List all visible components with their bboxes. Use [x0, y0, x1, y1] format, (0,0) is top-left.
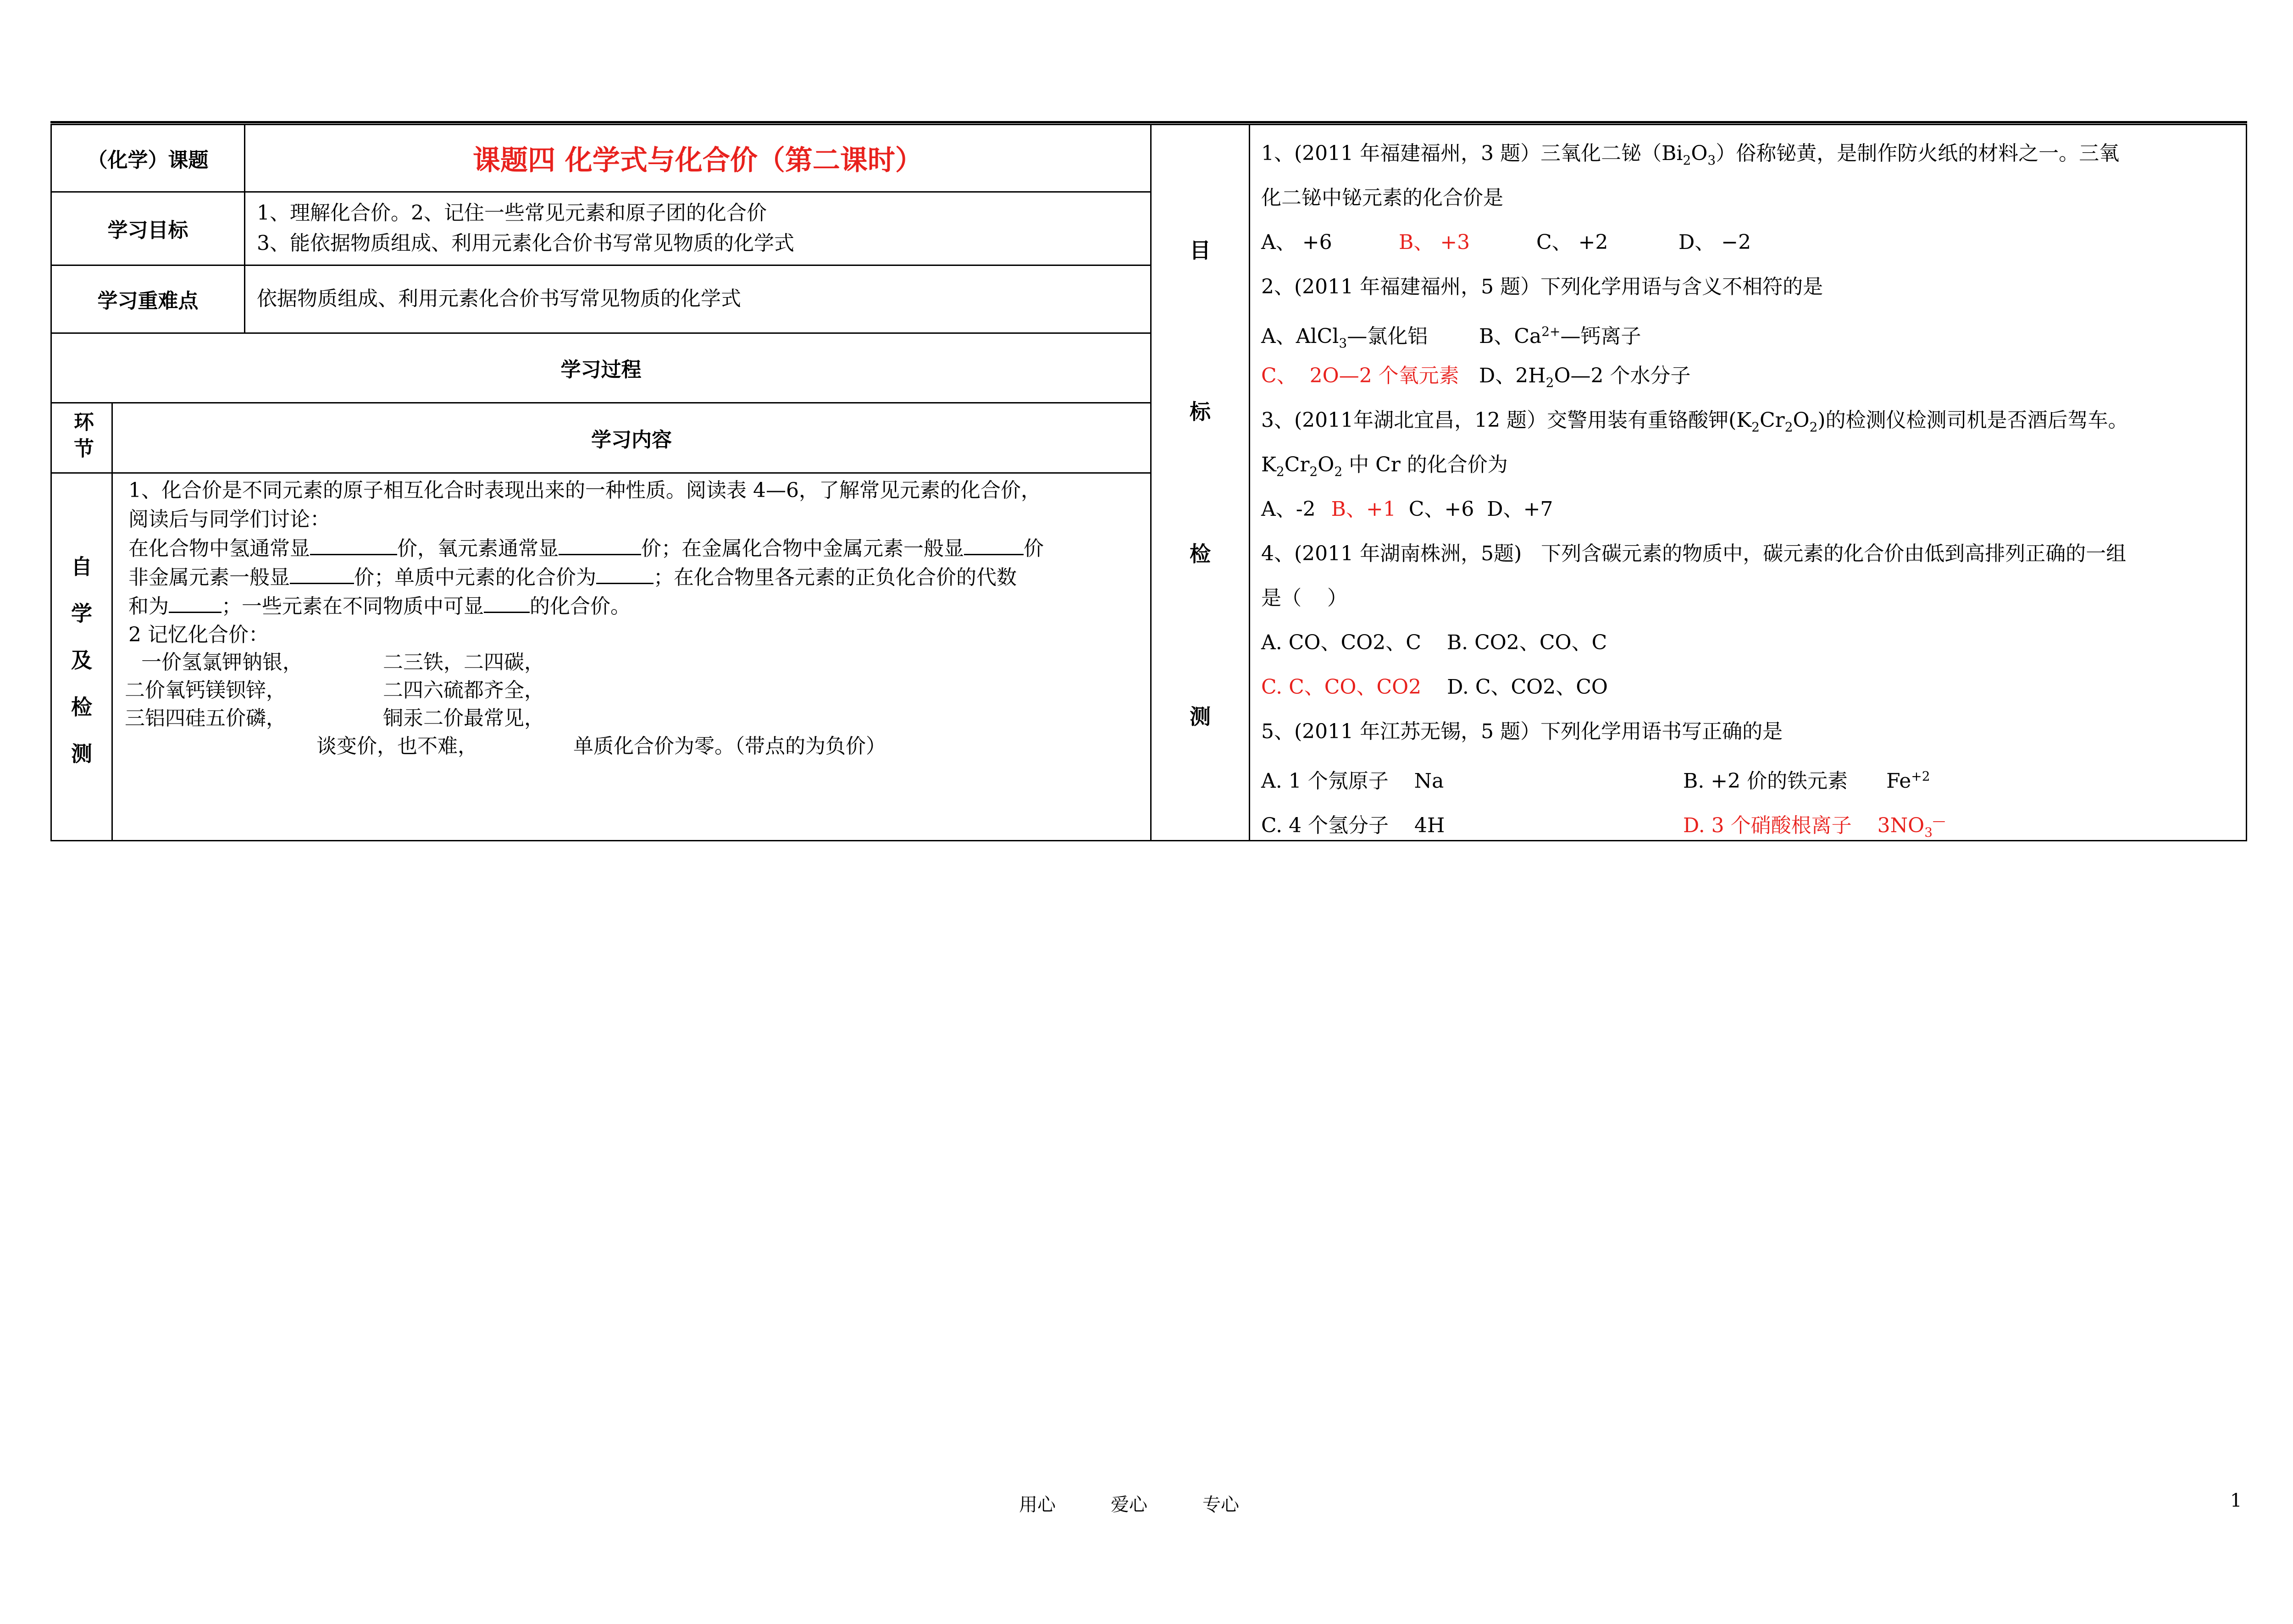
option-text: D、2H [1479, 364, 1546, 387]
fill-line-3 [128, 591, 631, 621]
subscript: 2 [1334, 464, 1343, 479]
fill-text: 在化合物中氢通常显 [128, 537, 310, 560]
side-char: 目 [1190, 238, 1211, 263]
option-text: B. +2 价的铁元素 Fe [1683, 769, 1911, 793]
q3-options [1261, 487, 2238, 531]
side-char: 自 [71, 554, 92, 579]
subscript: 3 [1924, 824, 1933, 840]
option-d[interactable]: D. C、CO2、CO [1421, 675, 1608, 699]
fill-text: 的化合价。 [530, 595, 631, 618]
footer-motto-2: 爱心 [1111, 1494, 1147, 1515]
subscript: 2 [1683, 152, 1691, 168]
q4-options-1[interactable]: A. CO、CO2、C B. CO2、CO、C [1261, 631, 1607, 654]
option-text: D. 3 个硝酸根离子 3NO [1683, 813, 1925, 837]
subscript: 3 [1339, 335, 1347, 351]
question-line: 4、(2011 年湖南株洲，5题) 下列含碳元素的物质中，碳元素的化合价由低到高排列正确的一组 [1261, 542, 2127, 565]
q2-options-2 [1261, 354, 2238, 398]
question-line [1261, 131, 2238, 176]
option-text: O—2 个水分子 [1554, 364, 1691, 387]
answer-blank[interactable] [484, 591, 530, 613]
column-divider [1249, 124, 1250, 841]
option-text: —氯化铝 [1347, 324, 1428, 348]
q3-text: 3、(2011年湖北宜昌，12 题）交警用装有重铬酸钾(K [1261, 409, 1752, 432]
superscript: +2 [1911, 768, 1930, 784]
fill-text: 价；单质中元素的化合价为 [354, 566, 596, 589]
top-rule [50, 121, 2247, 123]
subscript: 2 [1809, 419, 1818, 435]
side-char: 及 [71, 648, 92, 673]
q3-text: )的检测仪检测司机是否酒后驾车。 [1817, 409, 2128, 432]
q5-options-2 [1261, 798, 2238, 843]
goal-label: 学习目标 [107, 219, 188, 242]
rhyme-line: 一价氢氯钾钠银， [128, 651, 303, 674]
option-b-answer[interactable]: B、+1 [1331, 497, 1396, 521]
target-test-side-label [1152, 125, 1249, 840]
goal-line-1: 1、理解化合价。2、记住一些常见元素和原子团的化合价 [257, 201, 767, 225]
fill-text: ；一些元素在不同物质中可显 [222, 595, 484, 618]
fill-line-1 [128, 534, 1044, 563]
q1-text: ）俗称铋黄，是制作防火纸的材料之一。三氧 [1716, 142, 2120, 165]
option-c-answer[interactable]: C. C、CO、CO2 [1261, 675, 1422, 699]
goal-line-2: 3、能依据物质组成、利用元素化合价书写常见物质的化学式 [257, 232, 794, 255]
option-b[interactable] [1479, 325, 1641, 348]
answer-blank[interactable] [596, 563, 654, 584]
rhyme-line: 铜汞二价最常见， [383, 707, 544, 730]
process-label: 学习过程 [560, 358, 642, 381]
option-text: A、AlCl [1261, 324, 1339, 348]
superscript: 2+ [1541, 324, 1561, 339]
rhyme-line: 二四六硫都齐全， [383, 679, 544, 702]
goal-text [257, 192, 1146, 265]
subject-label: （化学）课题 [87, 148, 209, 172]
question-line: 2、(2011 年福建福州，5 题）下列化学用语与含义不相符的是 [1261, 275, 1823, 298]
stage-label-text: 环节 [70, 411, 94, 464]
q1-options [1261, 220, 2238, 265]
fill-text: 非金属元素一般显 [128, 566, 290, 589]
intro-line-1: 1、化合价是不同元素的原子相互化合时表现出来的一种性质。阅读表 4—6，了解常见元素的化合价， [128, 479, 1041, 502]
rhyme-line: 单质化合价为零。（带点的为负价） [573, 735, 886, 758]
fill-text: 价；在金属化合物中金属元素一般显 [641, 537, 964, 560]
q1-text: O [1691, 142, 1708, 165]
answer-blank[interactable] [964, 534, 1024, 555]
subscript: 2 [1309, 464, 1318, 479]
question-line: 是（ ） [1261, 586, 1347, 610]
option-d-answer[interactable] [1683, 813, 1946, 840]
stage-label [52, 403, 111, 472]
option-b[interactable] [1683, 769, 1930, 793]
memory-heading: 2 记忆化合价： [128, 623, 269, 646]
side-char: 标 [1190, 399, 1211, 424]
side-char: 测 [71, 741, 92, 766]
option-c[interactable]: C. 4 个氢分子 4H [1261, 813, 1445, 837]
rhyme-line: 二三铁，二四碳， [383, 651, 544, 674]
page-number: 1 [2230, 1490, 2242, 1511]
table-border-right [2246, 124, 2247, 841]
q5-options-1 [1261, 754, 2238, 798]
subscript: 2 [1276, 464, 1285, 479]
fill-text: 价，氧元素通常显 [397, 537, 559, 560]
subscript: 3 [1707, 152, 1716, 168]
question-line: 化二铋中铋元素的化合价是 [1261, 186, 1503, 210]
option-c-answer[interactable]: C、 2O—2 个氧元素 [1261, 364, 1459, 387]
footer-motto-1: 用心 [1019, 1494, 1056, 1515]
fill-text: ；在化合物里各元素的正负化合价的代数 [654, 566, 1017, 589]
intro-line-2: 阅读后与同学们讨论： [128, 508, 330, 531]
page-title: 课题四 化学式与化合价（第二课时） [473, 144, 923, 177]
option-a[interactable]: A、 +6 [1261, 231, 1332, 254]
key-label: 学习重难点 [97, 289, 199, 313]
q3-text: K [1261, 453, 1276, 476]
answer-blank[interactable] [290, 563, 354, 584]
option-c[interactable]: C、 +2 [1536, 231, 1608, 254]
subscript: 2 [1784, 419, 1793, 435]
subscript: 2 [1545, 375, 1554, 390]
q2-options-1 [1261, 309, 2238, 354]
option-a[interactable]: A、-2 [1261, 497, 1322, 521]
option-text: B、Ca [1479, 324, 1542, 348]
option-b-answer[interactable]: B、 +3 [1399, 231, 1470, 254]
q3-text: O [1793, 409, 1810, 432]
row-divider [50, 472, 1151, 474]
superscript: — [1933, 813, 1946, 828]
option-a[interactable]: A. 1 个氖原子 Na [1261, 769, 1444, 793]
q1-text: 1、(2011 年福建福州，3 题）三氧化二铋（Bi [1261, 142, 1683, 165]
question-line [1261, 442, 2238, 487]
footer-motto-3: 专心 [1202, 1494, 1239, 1515]
q4-options-2 [1261, 665, 2238, 709]
question-line [1261, 398, 2238, 442]
fill-line-2 [128, 563, 1017, 592]
option-text: —钙离子 [1560, 324, 1641, 348]
self-study-side-label [52, 473, 111, 840]
subscript: 2 [1751, 419, 1760, 435]
q3-text: Cr [1759, 409, 1785, 432]
q3-text: Cr [1284, 453, 1310, 476]
target-test-content [1261, 131, 2238, 843]
option-c-d[interactable]: C、+6 D、+7 [1396, 497, 1553, 521]
rhyme-line: 三铝四硅五价磷， [125, 707, 286, 730]
side-char: 测 [1190, 704, 1211, 729]
answer-blank[interactable] [559, 534, 641, 555]
question-line: 5、(2011 年江苏无锡，5 题）下列化学用语书写正确的是 [1261, 720, 1783, 743]
answer-blank[interactable] [310, 534, 397, 555]
answer-blank[interactable] [169, 591, 222, 613]
side-char: 检 [1190, 541, 1211, 566]
side-char: 检 [71, 695, 92, 719]
rhyme-line: 二价氧钙镁钡锌， [125, 679, 286, 702]
option-d[interactable]: D、 −2 [1678, 231, 1751, 254]
side-char: 学 [71, 601, 92, 626]
q3-text: 中 Cr 的化合价为 [1342, 453, 1508, 476]
q3-text: O [1318, 453, 1335, 476]
content-label: 学习内容 [591, 428, 672, 452]
option-d[interactable] [1479, 364, 1691, 390]
key-text: 依据物质组成、利用元素化合价书写常见物质的化学式 [257, 287, 741, 310]
fill-text: 和为 [128, 595, 169, 618]
fill-text: 价 [1024, 537, 1044, 560]
rhyme-line: 谈变价，也不难， [316, 735, 478, 758]
